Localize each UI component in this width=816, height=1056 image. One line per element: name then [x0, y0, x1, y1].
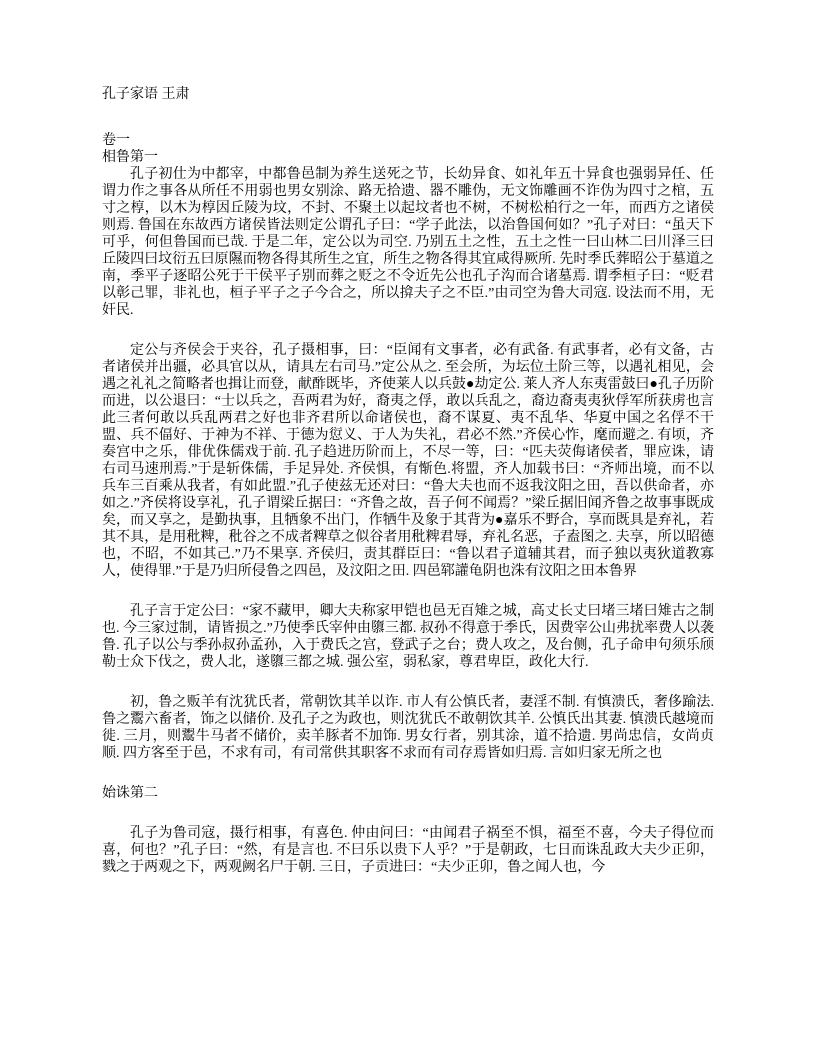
- paragraph-shenyou-shi: 初，鲁之贩羊有沈犹氏者，常朝饮其羊以诈. 市人有公慎氏者，妻淫不制. 有慎溃氏，奢侈踰法. 鲁之鬻六畜者，饰之以储价. 及孔子之为政也，则沈犹氏不敢朝饮其羊. 公慎氏出其妻. 慎溃氏越境而徙. 三月，则鬻牛马者不储价，卖羊豚者不加饰. 男女行者，别其涂，道不拾遗. 男尚忠信，女尚贞顺. 四方客至于邑，不求有司，有司常供其职客不求而有司存焉皆如归焉. 言如归家无所之也: [102, 695, 714, 761]
- paragraph-shaozhengmao: 孔子为鲁司寇，摄行相事，有喜色. 仲由问曰：“由闻君子祸至不惧，福至不喜，今夫子得位而喜，何也？”孔子曰：“然，有是言也. 不曰乐以贵下人乎？”于是朝政，七日而诛乱政大夫少正卯，戮之于两观之下，两观阙名尸于朝. 三日，子贡进曰：“夫少正卯，鲁之闻人也，今: [102, 826, 714, 875]
- document-title: 孔子家语 王肃: [102, 87, 190, 102]
- chapter-heading-shizhu: 始诛第二: [102, 786, 158, 801]
- paragraph-zhongdu-zai: 孔子初仕为中都宰，中都鲁邑制为养生送死之节，长幼异食、如礼年五十异食也强弱异任、任谓力作之事各从所任不用弱也男女别涂、路无拾遗、器不雕伪，无文饰雕画不诈伪为四寸之棺，五寸之椁，以木为椁因丘陵为坟，不封、不聚土以起坟者也不树，不树松柏行之一年，而西方之诸侯则焉. 鲁国在东故西方诸侯皆法则定公谓孔子曰：“学子此法，以治鲁国何如？”孔子对曰：“虽天下可乎，何但鲁国而已哉. 于是二年，定公以为司空. 乃别五土之性，五土之性一曰山林二曰川泽三曰丘陵四曰坟衍五曰原隰而物各得其所生之宜，所生之物各得其宜咸得厥所. 先时季氏葬昭公于墓道之南，季平子逐昭公死于干侯平子别而葬之贬之不令近先公也孔子沟而合诸墓焉. 谓季桓子曰：“贬君以彰己罪，非礼也，桓子平子之子今合之，所以揜夫子之不臣.”由司空为鲁大司寇. 设法而不用，无奸民.: [102, 167, 714, 318]
- paragraph-jiagu-meeting: 定公与齐侯会于夹谷，孔子摄相事，曰：“臣闻有文事者，必有武备. 有武事者，必有文备，古者诸侯并出疆，必具官以从，请具左右司马.”定公从之. 至会所，为坛位土阶三等，以遇礼相见，会遇之礼礼之简略者也揖让而登，献酢既毕，齐使莱人以兵鼓●劫定公. 莱人齐人东夷雷鼓曰●孔子历阶而进，以公退曰：“士以兵之，吾两君为好，裔夷之俘，敢以兵乱之，裔边裔夷夷狄俘军所获虏也言此三者何敢以兵乱两君之好也非齐君所以命诸侯也，裔不谋夏、夷不乱华、华夏中国之名俘不干盟、兵不偪好、于神为不祥、于德为愆义、于人为失礼，君必不然.”齐侯心怍，麾而避之. 有顷，齐奏宫中之乐，俳优侏儒戏于前. 孔子趋进历阶而上，不尽一等，曰：“匹夫荧侮诸侯者，罪应诛，请右司马速刑焉.”于是斩侏儒，手足异处. 齐侯惧，有惭色.将盟，齐人加载书曰：“齐师出境，而不以兵车三百乘从我者，有如此盟.”孔子使兹无还对曰：“鲁大夫也而不返我汶阳之田，吾以供命者，亦如之.”齐侯将设享礼，孔子谓梁丘据曰：“齐鲁之故，吾子何不闻焉？”梁丘据旧闻齐鲁之故事事既成矣，而又享之，是勤执事，且牺象不出门，作牺牛及象于其背为●嘉乐不野合，享而既具是弃礼，若其不具，是用秕粺，秕谷之不成者粺草之似谷者用秕粺君辱，弃礼名恶，子盍图之. 夫享，所以昭德也，不昭，不如其己.”乃不果享. 齐侯归，责其群臣曰：“鲁以君子道辅其君，而子独以夷狄道教寡人，使得罪.”于是乃归所侵鲁之四邑，及汶阳之田. 四邑郓讙龟阴也洙有汶阳之田本鲁界: [102, 343, 714, 579]
- paragraph-hui-sandu: 孔子言于定公曰：“家不藏甲，卿大夫称家甲铠也邑无百雉之城，高丈长丈曰堵三堵曰雉古之制也. 今三家过制，请皆损之.”乃使季氏宰仲由隳三都. 叔孙不得意于季氏，因费宰公山弗扰率费人以袭鲁. 孔子以公与季孙叔孙孟孙，入于费氏之宫，登武子之台；费人攻之，及台侧，孔子命申句须乐颀勒士众下伐之，费人北，遂隳三都之城. 强公室，弱私家，尊君卑臣，政化大行.: [102, 604, 714, 670]
- chapter-heading-xianglu: 相鲁第一: [102, 150, 158, 165]
- volume-heading: 卷一: [102, 133, 130, 148]
